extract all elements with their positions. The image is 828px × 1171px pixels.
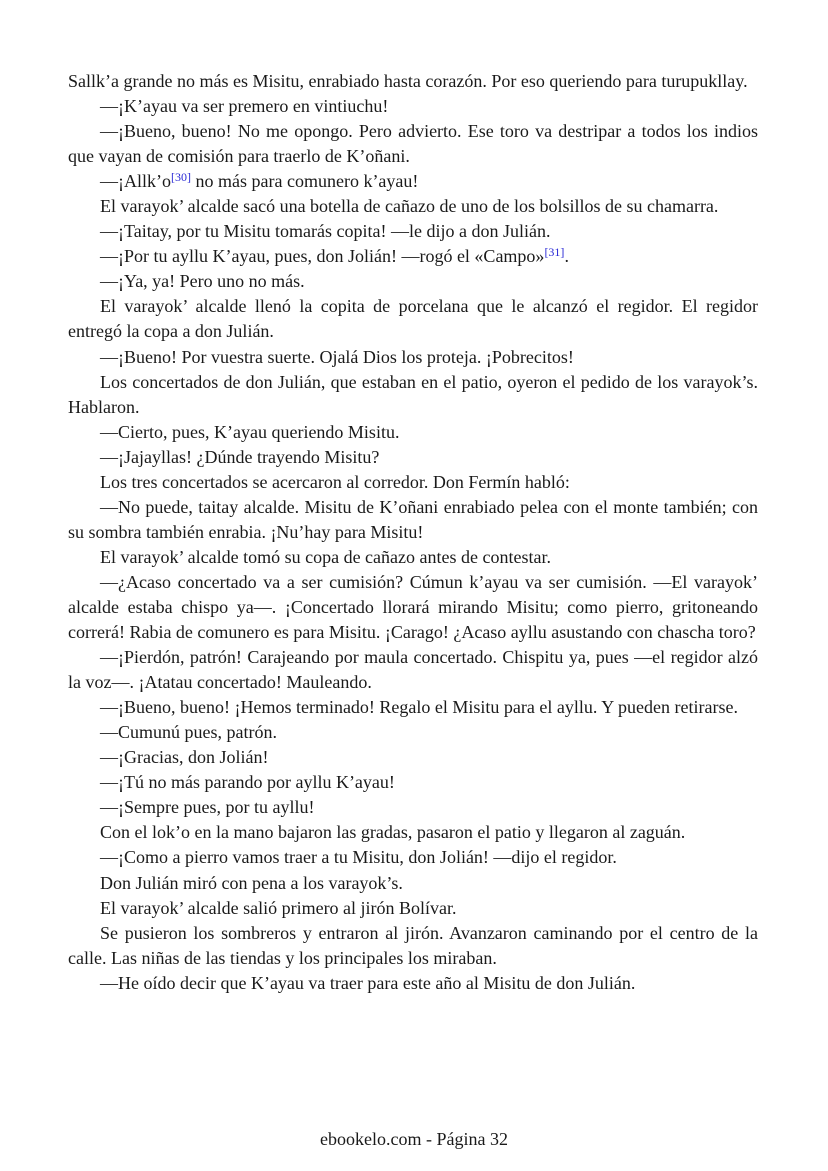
paragraph: —¡Como a pierro vamos traer a tu Misitu, don Jolián! —dijo el regidor. bbox=[100, 847, 617, 868]
paragraph bbox=[68, 169, 758, 194]
paragraph: —¡Gracias, don Jolián! bbox=[100, 747, 269, 768]
paragraph: El varayok’ alcalde sacó una botella de cañazo de uno de los bolsillos de su chamarra. bbox=[100, 196, 719, 217]
paragraph: El varayok’ alcalde salió primero al jirón Bolívar. bbox=[100, 897, 457, 918]
paragraph: —¡Ya, ya! Pero uno no más. bbox=[100, 271, 305, 292]
footnote-link[interactable]: [31] bbox=[544, 245, 565, 260]
page-body-text bbox=[68, 69, 758, 996]
paragraph: —Cumunú pues, patrón. bbox=[100, 722, 277, 743]
footnote-link[interactable]: [30] bbox=[171, 170, 191, 185]
paragraph: —¡Jajayllas! ¿Dúnde trayendo Misitu? bbox=[100, 446, 380, 467]
paragraph-text: no más para comunero k’ayau! bbox=[191, 171, 419, 192]
paragraph-text: . bbox=[564, 246, 569, 267]
paragraph: —He oído decir que K’ayau va traer para este año al Misitu de don Julián. bbox=[100, 972, 636, 993]
paragraph: Los tres concertados se acercaron al corredor. Don Fermín habló: bbox=[100, 471, 570, 492]
paragraph: Los concertados de don Julián, que estaban en el patio, oyeron el pedido de los varayok’s. Hablaron. bbox=[68, 371, 758, 417]
paragraph-text: —¡Allk’o bbox=[100, 171, 171, 192]
paragraph: —No puede, taitay alcalde. Misitu de K’oñani enrabiado pelea con el monte también; con su sombra también enrabia. ¡Nu’hay para Misitu! bbox=[68, 496, 758, 542]
paragraph-text: —¡Por tu ayllu K’ayau, pues, don Jolián! —rogó el «Campo» bbox=[100, 246, 545, 267]
page-footer: ebookelo.com - Página 32 bbox=[320, 1129, 508, 1149]
paragraph: El varayok’ alcalde tomó su copa de cañazo antes de contestar. bbox=[100, 546, 551, 567]
paragraph: Sallk’a grande no más es Misitu, enrabiado hasta corazón. Por eso queriendo para turupukllay. bbox=[68, 71, 748, 91]
paragraph: Con el lok’o en la mano bajaron las gradas, pasaron el patio y llegaron al zaguán. bbox=[100, 822, 686, 843]
paragraph bbox=[68, 244, 758, 269]
paragraph: —¡Taitay, por tu Misitu tomarás copita! —le dijo a don Julián. bbox=[100, 221, 551, 242]
paragraph: —¿Acaso concertado va a ser cumisión? Cúmun k’ayau va ser cumisión. —El varayok’ alcalde estaba chispo ya—. ¡Concertado llorará mirando Misitu; como pierro, gritoneando correrá! Rabia de comunero es para Misitu. ¡Carago! ¿Acaso ayllu asustando con chascha toro? bbox=[68, 571, 758, 643]
paragraph: —¡Bueno, bueno! No me opongo. Pero advierto. Ese toro va destripar a todos los indios que vayan de comisión para traerlo de K’oñani. bbox=[68, 121, 758, 167]
paragraph: —¡Tú no más parando por ayllu K’ayau! bbox=[100, 772, 395, 793]
paragraph: —Cierto, pues, K’ayau queriendo Misitu. bbox=[100, 421, 400, 442]
paragraph: Se pusieron los sombreros y entraron al jirón. Avanzaron caminando por el centro de la calle. Las niñas de las tiendas y los principales los miraban. bbox=[68, 922, 758, 968]
paragraph: —¡K’ayau va ser premero en vintiuchu! bbox=[100, 96, 389, 117]
paragraph: Don Julián miró con pena a los varayok’s. bbox=[100, 872, 403, 893]
paragraph: El varayok’ alcalde llenó la copita de porcelana que le alcanzó el regidor. El regidor entregó la copa a don Julián. bbox=[68, 296, 758, 342]
paragraph: —¡Pierdón, patrón! Carajeando por maula concertado. Chispitu ya, pues —el regidor alzó la voz—. ¡Atatau concertado! Mauleando. bbox=[68, 647, 758, 693]
paragraph: —¡Sempre pues, por tu ayllu! bbox=[100, 797, 315, 818]
paragraph: —¡Bueno, bueno! ¡Hemos terminado! Regalo el Misitu para el ayllu. Y pueden retirarse. bbox=[100, 697, 738, 718]
paragraph: —¡Bueno! Por vuestra suerte. Ojalá Dios los proteja. ¡Pobrecitos! bbox=[100, 346, 574, 367]
